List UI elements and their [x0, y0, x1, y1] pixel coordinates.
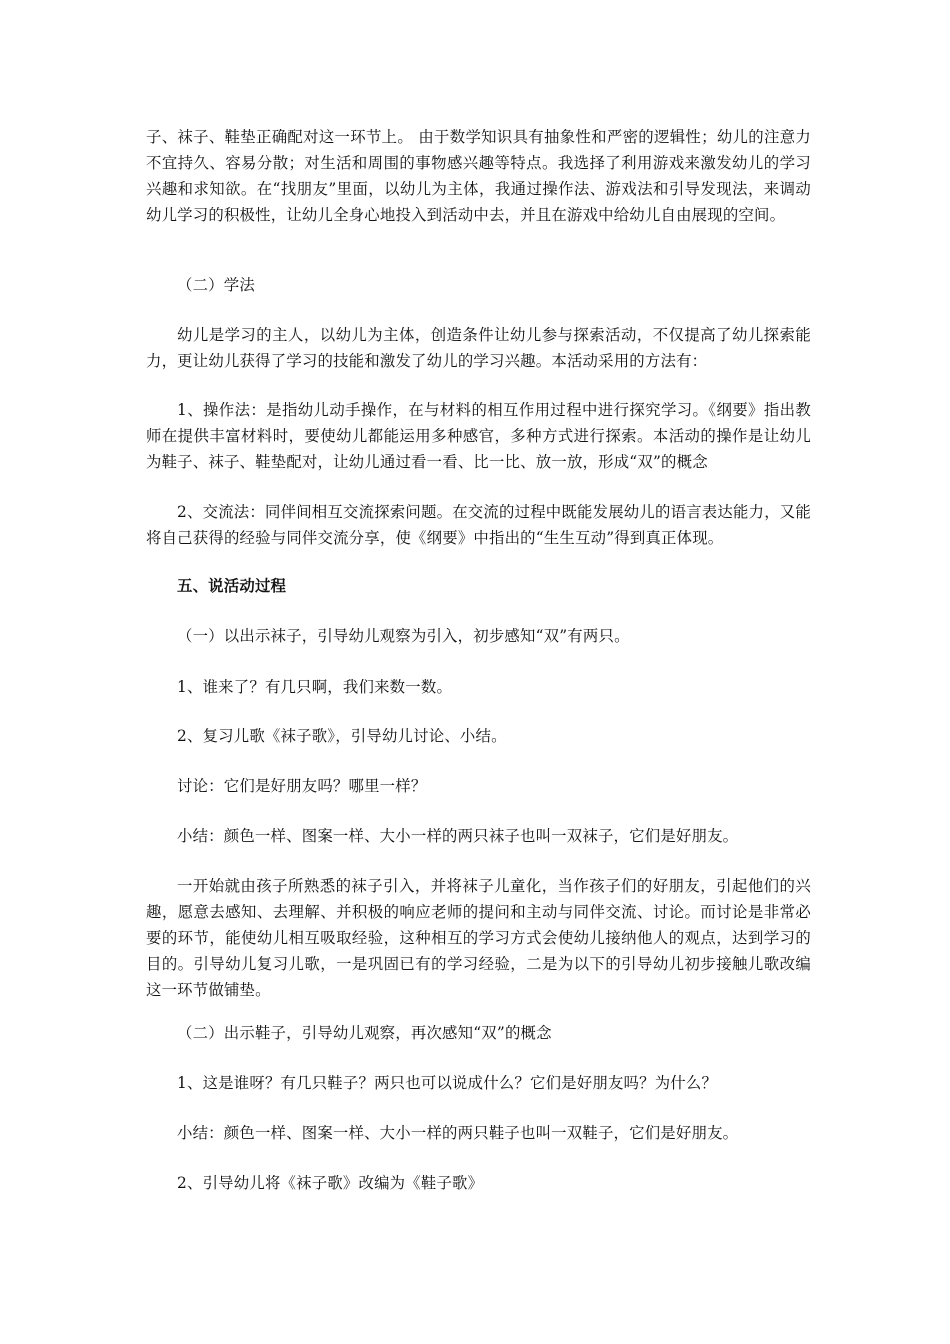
- paragraph-socks-analysis: 一开始就由孩子所熟悉的袜子引入，并将袜子儿童化，当作孩子们的好朋友，引起他们的兴趣，愿意去感知、去理解、并积极的响应老师的提问和主动与同伴交流、讨论。而讨论是非常必要的环节，能使幼儿相互吸取经验，这种相互的学习方式会使幼儿接纳他人的观点，达到学习的目的。引导幼儿复习儿歌，一是巩固已有的学习经验，二是为以下的引导幼儿初步接触儿歌改编这一环节做铺垫。: [146, 877, 811, 999]
- paragraph-operation-method: 1、操作法：是指幼儿动手操作，在与材料的相互作用过程中进行探究学习。《纲要》指出教师在提供丰富材料时，要使幼儿都能运用多种感官，多种方式进行探索。本活动的操作是让幼儿为鞋子、袜子、鞋垫配对，让幼儿通过看一看、比一比、放一放，形成“双”的概念: [146, 401, 811, 471]
- step-who-came: 1、谁来了？有几只啊，我们来数一数。: [177, 678, 453, 696]
- section-heading-activity-process: 五、说活动过程: [177, 577, 287, 595]
- step-adapt-song: 2、引导幼儿将《袜子歌》改编为《鞋子歌》: [177, 1174, 484, 1192]
- paragraph-study-method: 幼儿是学习的主人，以幼儿为主体，创造条件让幼儿参与探索活动，不仅提高了幼儿探索能力，更让幼儿获得了学习的技能和激发了幼儿的学习兴趣。本活动采用的方法有：: [146, 326, 811, 370]
- paragraph-exchange-method: 2、交流法：同伴间相互交流探索问题。在交流的过程中既能发展幼儿的语言表达能力，又能将自己获得的经验与同伴交流分享，使《纲要》中指出的“生生互动”得到真正体现。: [146, 503, 811, 547]
- subsection-heading-shoes: （二）出示鞋子，引导幼儿观察，再次感知“双”的概念: [177, 1024, 552, 1042]
- step-review-song: 2、复习儿歌《袜子歌》，引导幼儿讨论、小结。: [177, 727, 507, 745]
- subsection-heading-socks: （一）以出示袜子，引导幼儿观察为引入，初步感知“双”有两只。: [177, 627, 630, 645]
- section-heading-study-method: （二）学法: [177, 276, 255, 294]
- paragraph-intro-continuation: 子、袜子、鞋垫正确配对这一环节上。 由于数学知识具有抽象性和严密的逻辑性；幼儿的注意力不宜持久、容易分散；对生活和周围的事物感兴趣等特点。我选择了利用游戏来激发幼儿的学习兴趣和求知欲。在“找朋友”里面，以幼儿为主体，我通过操作法、游戏法和引导发现法，来调动幼儿学习的积极性，让幼儿全身心地投入到活动中去，并且在游戏中给幼儿自由展现的空间。: [146, 128, 811, 224]
- discussion-question: 讨论：它们是好朋友吗？哪里一样？: [177, 777, 427, 795]
- summary-shoes: 小结：颜色一样、图案一样、大小一样的两只鞋子也叫一双鞋子，它们是好朋友。: [177, 1124, 739, 1142]
- step-who-is-this: 1、这是谁呀？有几只鞋子？两只也可以说成什么？它们是好朋友吗？为什么？: [177, 1074, 718, 1092]
- summary-socks: 小结：颜色一样、图案一样、大小一样的两只袜子也叫一双袜子，它们是好朋友。: [177, 827, 739, 845]
